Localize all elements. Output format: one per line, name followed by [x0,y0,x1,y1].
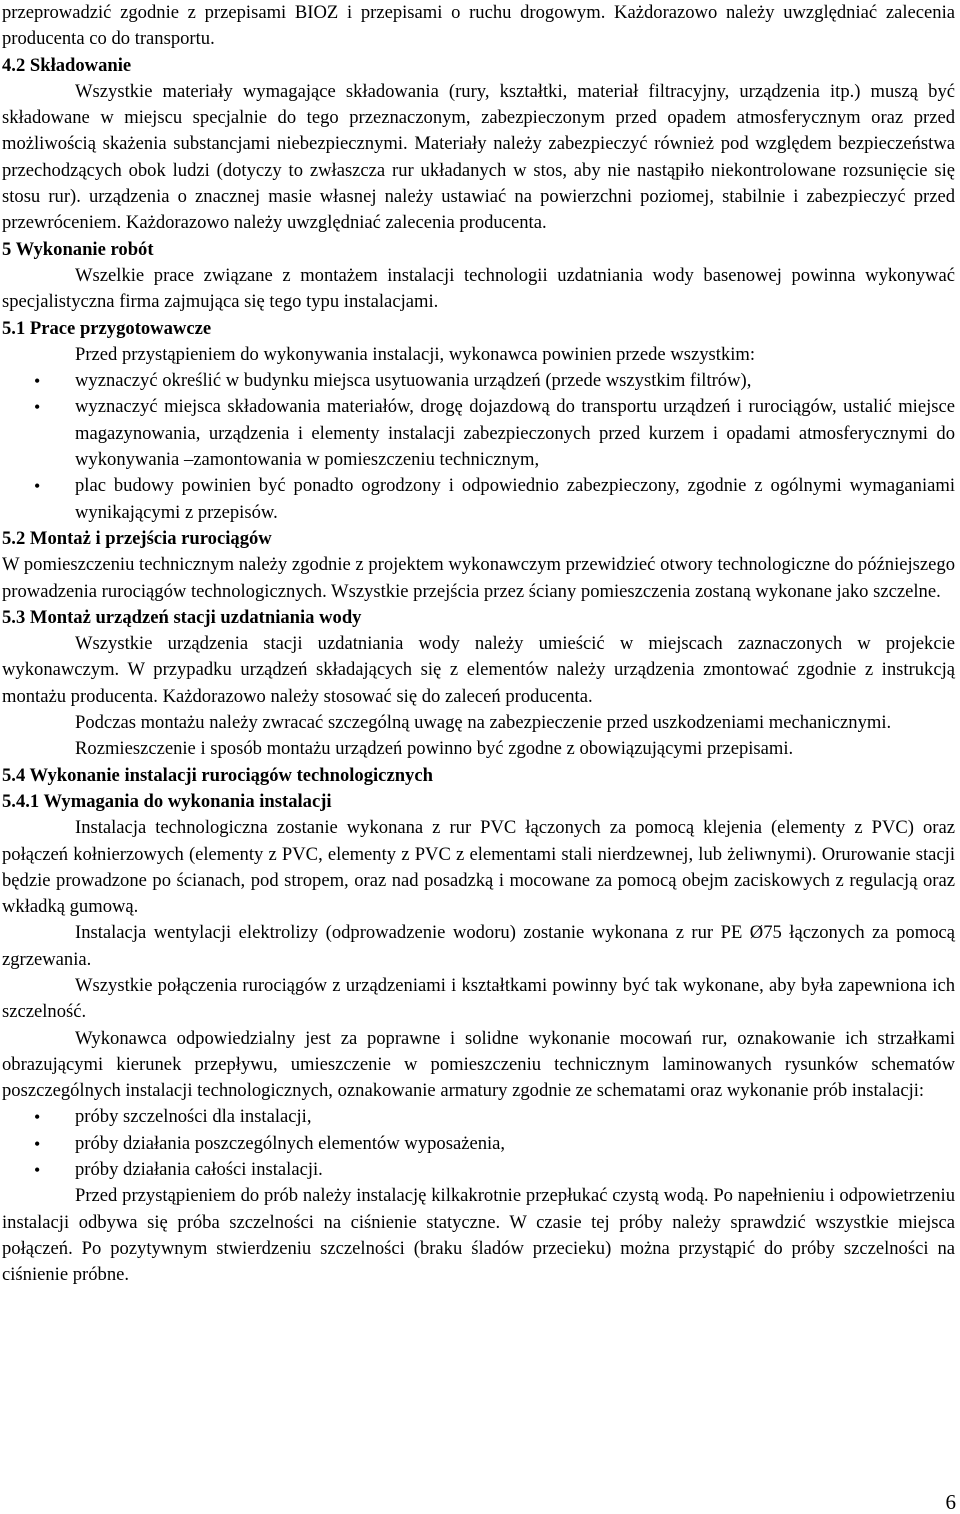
list-item [34,368,955,394]
section-5-1-bullet-list [2,368,955,526]
list-item [34,473,955,526]
section-4-2-paragraph: Wszystkie materiały wymagające składowania (rury, kształtki, materiał filtracyjny, urządzenia itp.) muszą być składowane w miejscu specjalnie do tego przeznaczonym, zabezpieczonym przed opadem atmosferycznym oraz przed możliwością skażenia substancjami niebezpiecznymi. Materiały należy zabezpieczyć również pod względem bezpieczeństwa przechodzących obok ludzi (dotyczy to zwłaszcza rur układanych w stos, aby nie nastąpiło niekontrolowane rozsunięcie się stosu rur). urządzenia o znacznej masie własnej należy ustawiać na powierzchni poziomej, stabilnie i zabezpieczyć przed przewróceniem. Każdorazowo należy uwzględniać zalecenia producenta. [2,80,955,234]
section-5-4-1-paragraph-5: Przed przystąpieniem do prób należy instalację kilkakrotnie przepłukać czystą wodą. Po napełnieniu i odpowietrzeniu instalacji odbywa się próba szczelności na ciśnienie statyczne. W czasie tej próby należy sprawdzić wszystkie miejsca połączeń. Po pozytywnym stwierdzeniu szczelności (braku śladów przecieku) można przystąpić do próby szczelności na ciśnienie próbne. [2,1185,955,1286]
list-item [34,394,955,473]
section-5-3-heading: 5.3 Montaż urządzeń stacji uzdatniania wody [2,606,362,628]
bullet-icon: • [34,476,41,497]
section-5-4-1-paragraph-2: Instalacja wentylacji elektrolizy (odprowadzenie wodoru) zostanie wykonana z rur PE Ø75 łączonych za pomocą zgrzewania. [2,922,955,970]
section-5-paragraph: Wszelkie prace związane z montażem instalacji technologii uzdatniania wody basenowej powinna wykonywać specjalistyczna firma zajmująca się tego typu instalacjami. [2,264,955,313]
bullet-icon: • [34,397,41,418]
list-item-text: wyznaczyć określić w budynku miejsca usytuowania urządzeń (przede wszystkim filtrów), [75,370,752,392]
document-page [2,0,955,1289]
list-item [34,1104,955,1130]
section-5-4-1-paragraph-3: Wszystkie połączenia rurociągów z urządzeniami i kształtkami powinny być tak wykonane, aby była zapewniona ich szczelność. [2,974,955,1023]
list-item-text: wyznaczyć miejsca składowania materiałów, drogę dojazdową do transportu urządzeń i rurociągów, ustalić miejsce magazynowania, urządzenia i elementy instalacji zabezpieczonych przed kurzem i opadami atmosferycznymi do wykonywania –zamontowania w pomieszczeniu technicznym, [75,396,955,471]
section-5-3-paragraph-2: Podczas montażu należy zwracać szczególną uwagę na zabezpieczenie przed uszkodzeniami mechanicznymi. [75,712,892,734]
section-5-4-1-heading: 5.4.1 Wymagania do wykonania instalacji [2,790,332,812]
list-item-text: próby szczelności dla instalacji, [75,1106,312,1128]
section-5-4-1-paragraph-4: Wykonawca odpowiedzialny jest za poprawne i solidne wykonanie mocowań rur, oznakowanie ich strzałkami obrazującymi kierunek przepływu, umieszczenie w pomieszczeniu technicznym laminowanych rysunków schematów poszczególnych instalacji technologicznych, oznakowanie armatury zgodnie ze schematami oraz wykonanie prób instalacji: [2,1027,955,1102]
section-5-3-paragraph-1: Wszystkie urządzenia stacji uzdatniania wody należy umieścić w miejscach zaznaczonych w projekcie wykonawczym. W przypadku urządzeń składających się z elementów należy urządzenia zmontować zgodnie z instrukcją montażu producenta. Każdorazowo należy stosować się do zaleceń producenta. [2,633,955,707]
document-body [2,0,955,1289]
bullet-icon: • [34,1107,41,1128]
section-5-2-paragraph: W pomieszczeniu technicznym należy zgodnie z projektem wykonawczym przewidzieć otwory technologiczne do późniejszego prowadzenia rurociągów technologicznych. Wszystkie przejścia przez ściany pomieszczenia zostaną wykonane jako szczelne. [2,554,955,602]
bullet-icon: • [34,371,41,392]
top-fragment-paragraph: przeprowadzić zgodnie z przepisami BIOZ i przepisami o ruchu drogowym. Każdorazowo należy uwzględniać zalecenia producenta co do transportu. [2,2,955,50]
page-number: 6 [945,1490,956,1514]
section-4-2-heading: 4.2 Składowanie [2,54,132,76]
section-5-2-heading: 5.2 Montaż i przejścia rurociągów [2,527,272,549]
section-5-4-1-paragraph-1: Instalacja technologiczna zostanie wykonana z rur PVC łączonych za pomocą klejenia (elementy z PVC) oraz połączeń kołnierzowych (elementy z PVC, elementy z PVC z elementami stali nierdzewnej, lub żeliwnymi). Orurowanie stacji będzie prowadzone po ścianach, pod stropem, oraz nad posadzką i mocowane za pomocą obejm zaciskowych z regulacją oraz wkładką gumową. [2,817,955,918]
section-5-4-1-bullet-list [2,1104,955,1183]
list-item-text: próby działania całości instalacji. [75,1159,323,1181]
section-5-heading: 5 Wykonanie robót [2,238,154,260]
list-item [34,1157,955,1183]
section-5-1-heading: 5.1 Prace przygotowawcze [2,317,212,339]
bullet-icon: • [34,1133,41,1154]
section-5-1-intro: Przed przystąpieniem do wykonywania instalacji, wykonawca powinien przede wszystkim: [75,343,756,365]
section-5-4-heading: 5.4 Wykonanie instalacji rurociągów technologicznych [2,764,433,786]
list-item-text: plac budowy powinien być ponadto ogrodzony i odpowiednio zabezpieczony, zgodnie z ogólnymi wymaganiami wynikającymi z przepisów. [75,475,955,523]
list-item [34,1131,955,1157]
section-5-3-paragraph-3: Rozmieszczenie i sposób montażu urządzeń powinno być zgodne z obowiązującymi przepisami. [75,738,794,760]
bullet-icon: • [34,1160,41,1181]
list-item-text: próby działania poszczególnych elementów wyposażenia, [75,1132,506,1154]
